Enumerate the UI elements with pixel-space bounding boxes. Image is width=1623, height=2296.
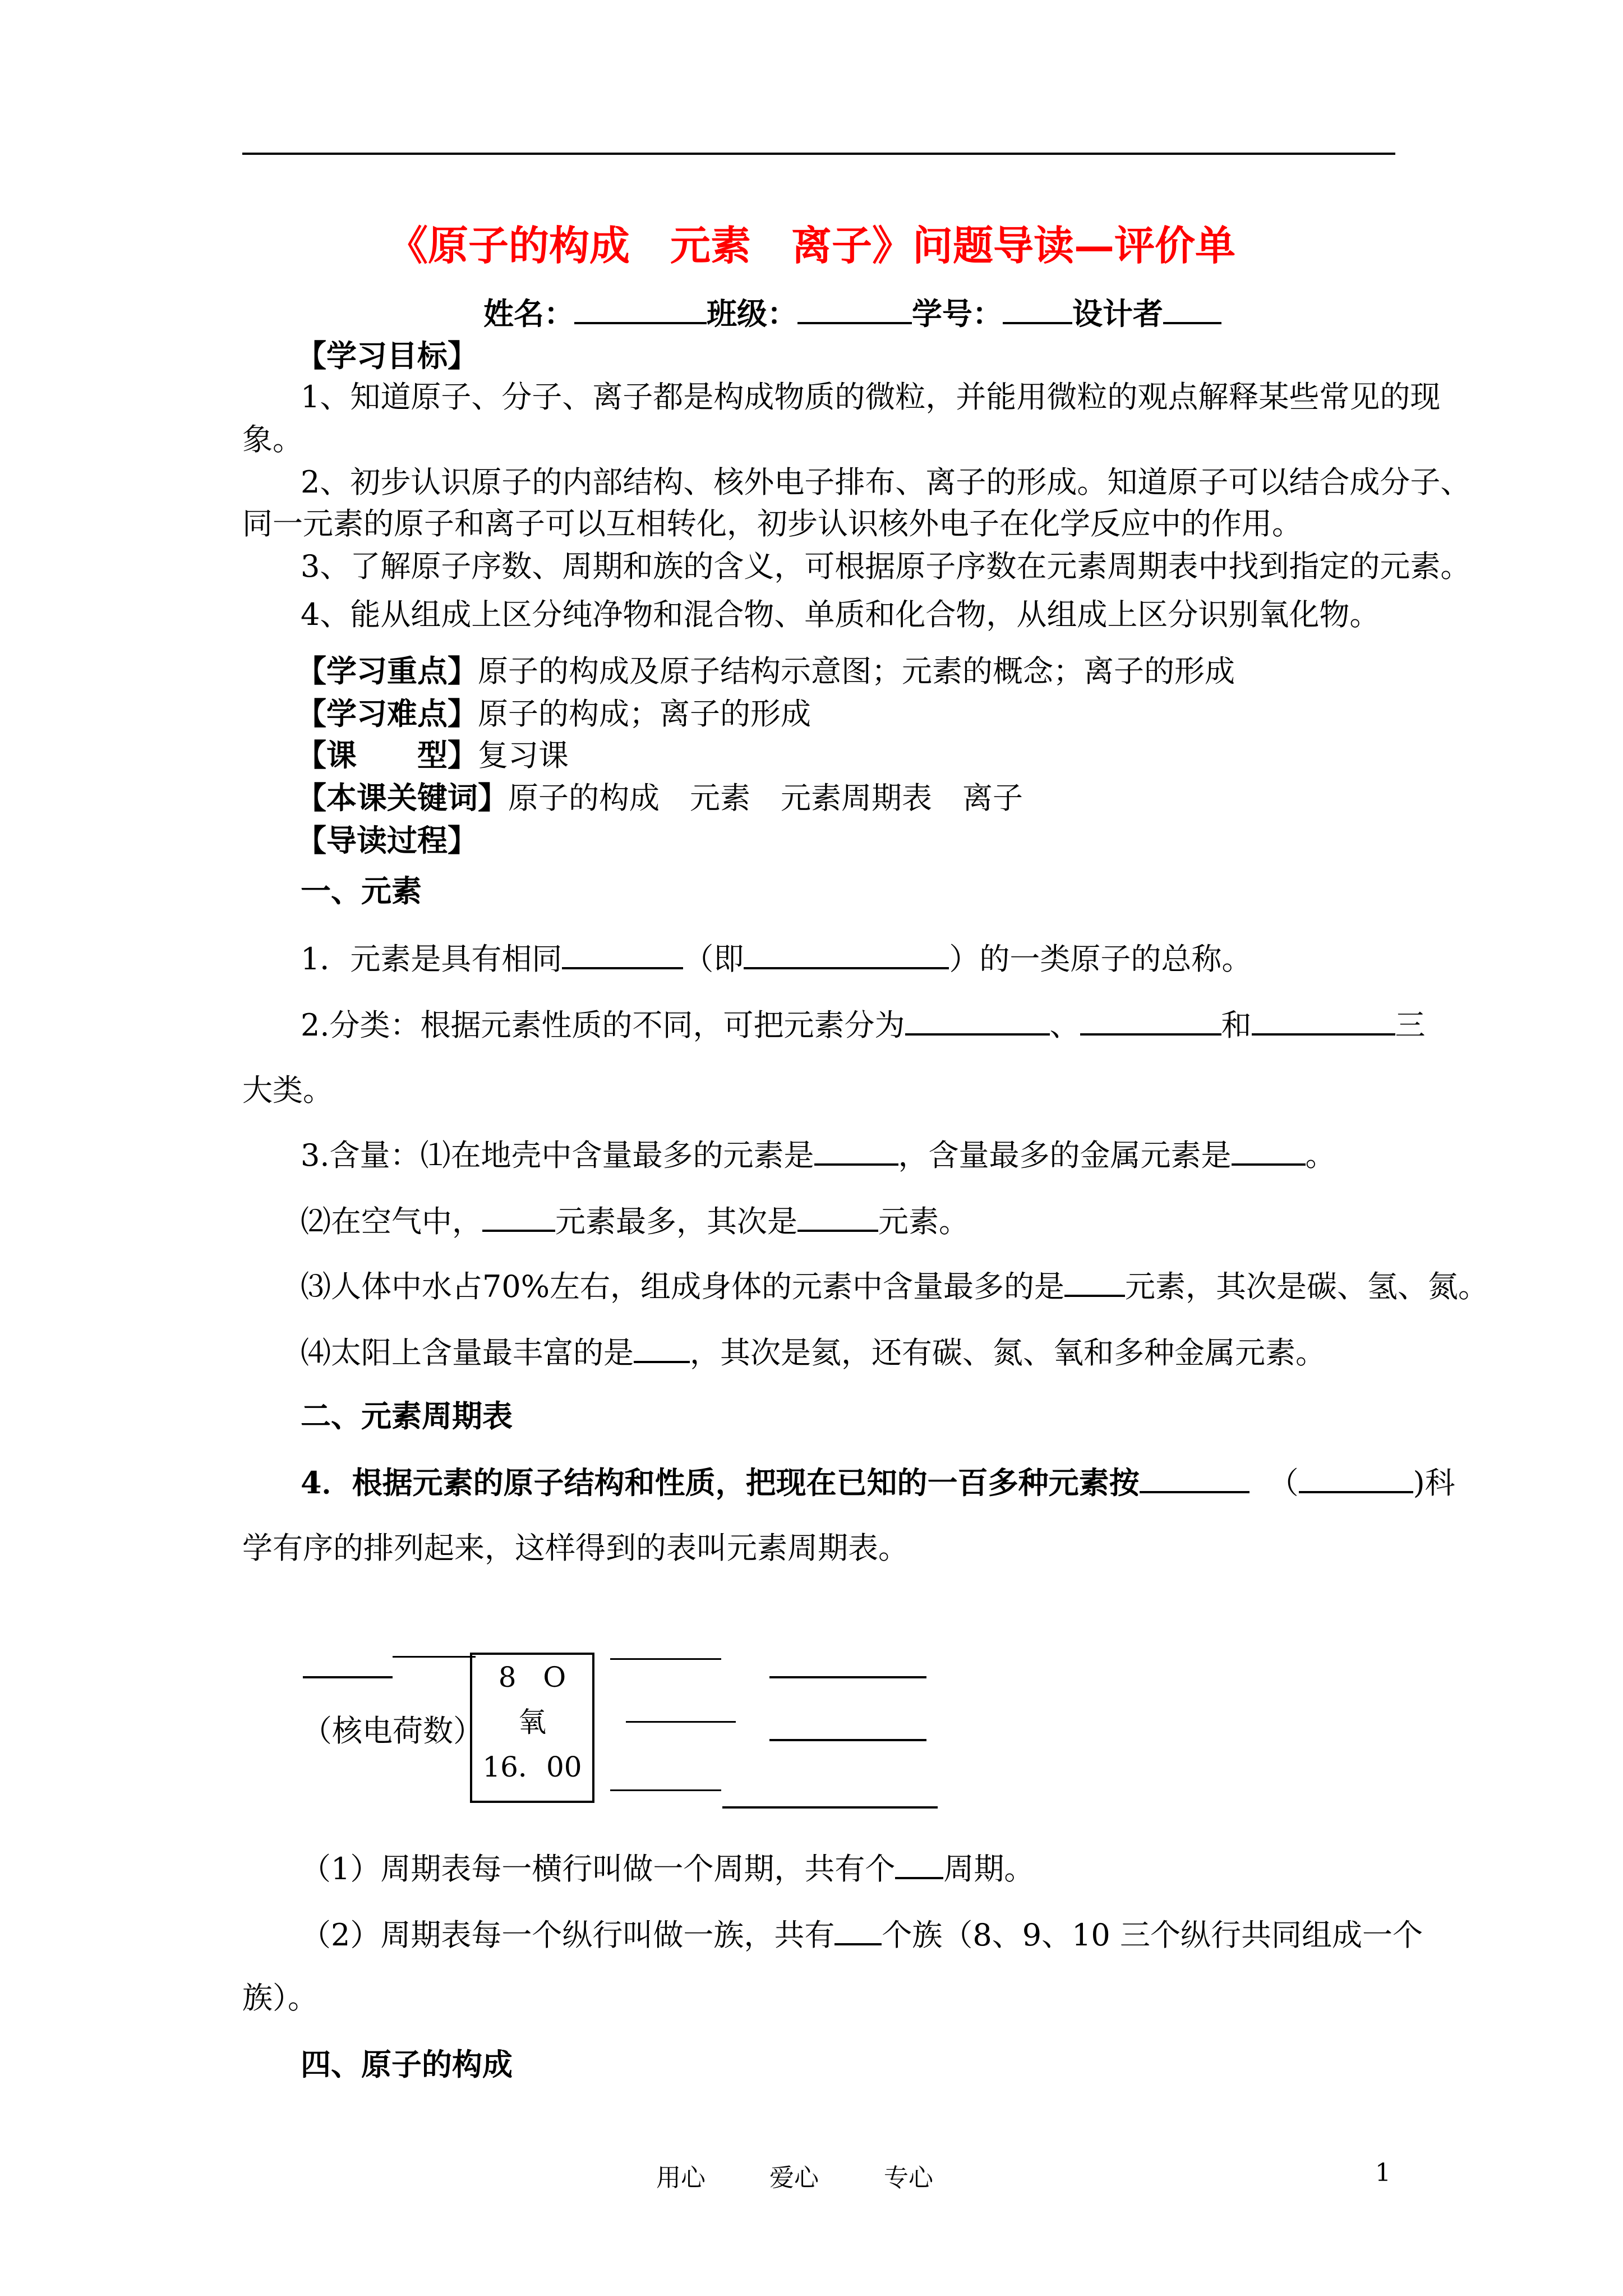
question-3-4-text-b: ，其次是氦，还有碳、氮、氧和多种金属元素。	[690, 1335, 1326, 1370]
question-2-text-a: 2.分类：根据元素性质的不同，可把元素分为	[301, 1007, 905, 1043]
group-text-a: （2）周期表每一个纵行叫做一族，共有	[301, 1917, 835, 1953]
diagram-leader-line-symbol	[610, 1658, 721, 1660]
question-1-text-a: 1．元素是具有相同	[301, 941, 562, 977]
name-blank[interactable]	[574, 291, 707, 324]
question-3-4-text-a: ⑷太阳上含量最丰富的是	[301, 1335, 634, 1370]
period-statement	[301, 1846, 1034, 1892]
question-3-1-text-c: 。	[1305, 1138, 1336, 1173]
objective-1-line1: 1、知道原子、分子、离子都是构成物质的微粒，并能用微粒的观点解释某些常见的现	[301, 379, 1441, 415]
keywords-row	[296, 775, 1023, 821]
keywords-label: 【本课关键词】	[296, 780, 508, 816]
student-id-label: 学号：	[912, 296, 1003, 332]
diagram-answer-line-left	[303, 1676, 393, 1678]
element-cell-oxygen	[470, 1653, 594, 1803]
question-3-2-blank-1[interactable]	[482, 1198, 555, 1232]
element-cell-name: 氧	[518, 1706, 546, 1738]
lesson-type-row	[296, 733, 569, 778]
key-points-row	[296, 648, 1235, 694]
period-text-b: 周期。	[943, 1851, 1035, 1887]
group-count-blank[interactable]	[834, 1912, 882, 1945]
difficulty-label: 【学习难点】	[296, 696, 478, 731]
page-number: 1	[1375, 2159, 1391, 2187]
page-title: 《原子的构成 元素 离子》问题导读—评价单	[387, 222, 1235, 269]
question-2-text-b: 、	[1049, 1007, 1080, 1043]
student-id-blank[interactable]	[1003, 291, 1072, 324]
question-3-2	[301, 1198, 969, 1244]
question-3-3-text-a: ⑶人体中水占70%左右，组成身体的元素中含量最多的是	[301, 1269, 1065, 1304]
group-text-b: 个族（8、9、10 三个纵行共同组成一个	[882, 1917, 1423, 1953]
question-2-line2: 大类。	[242, 1073, 333, 1108]
section-2-heading: 二、元素周期表	[301, 1398, 513, 1434]
objective-2-line2: 同一元素的原子和离子可以互相转化，初步认识核外电子在化学反应中的作用。	[242, 506, 1302, 541]
question-3-1-text-a: 3.含量：⑴在地壳中含量最多的元素是	[301, 1138, 814, 1173]
key-points-text: 原子的构成及原子结构示意图；元素的概念；离子的形成	[478, 654, 1235, 689]
question-1-blank-2[interactable]	[744, 936, 949, 969]
question-4	[301, 1460, 1455, 1506]
question-2-blank-2[interactable]	[1080, 1002, 1221, 1036]
question-4-text-a: 4．根据元素的原子结构和性质，把现在已知的一百多种元素按	[301, 1465, 1140, 1501]
question-3-2-text-c: 元素。	[878, 1204, 969, 1239]
question-3-2-text-b: 元素最多，其次是	[555, 1204, 797, 1239]
objective-4: 4、能从组成上区分纯净物和混合物、单质和化合物，从组成上区分识别氧化物。	[301, 597, 1380, 632]
question-4-blank-2[interactable]	[1299, 1460, 1413, 1493]
question-2-blank-1[interactable]	[905, 1002, 1050, 1036]
question-2-text-d: 三	[1395, 1007, 1426, 1043]
diagram-leader-line-left	[393, 1656, 476, 1658]
question-3-3	[301, 1263, 1488, 1309]
name-label: 姓名：	[483, 296, 574, 332]
difficulty-row	[296, 691, 811, 737]
lesson-type-label: 【课 型】	[296, 737, 478, 773]
question-3-1-text-b: ，含量最多的金属元素是	[898, 1138, 1232, 1173]
element-cell-symbol: O	[543, 1661, 566, 1694]
diagram-answer-line-name[interactable]	[769, 1739, 926, 1741]
question-3-1	[301, 1132, 1336, 1178]
question-3-3-text-b: 元素，其次是碳、氢、氮。	[1125, 1269, 1489, 1304]
question-2-blank-3[interactable]	[1252, 1002, 1395, 1036]
header-rule	[242, 153, 1395, 155]
difficulty-text: 原子的构成；离子的形成	[478, 696, 811, 731]
element-cell-mass: 16．00	[482, 1751, 582, 1783]
group-statement	[301, 1912, 1423, 1958]
question-2	[301, 1002, 1426, 1048]
footer-slogan-1: 用心	[656, 2164, 706, 2192]
question-1	[301, 936, 1252, 982]
diagram-answer-line-mass[interactable]	[722, 1806, 938, 1809]
footer-slogan-3: 专心	[884, 2164, 933, 2192]
question-1-text-b: （即	[683, 941, 744, 977]
question-3-2-text-a: ⑵在空气中，	[301, 1204, 482, 1239]
diagram-label-nuclear-charge: （核电荷数）	[302, 1713, 483, 1749]
diagram-answer-line-symbol[interactable]	[769, 1676, 926, 1678]
objective-3: 3、了解原子序数、周期和族的含义，可根据原子序数在元素周期表中找到指定的元素。	[301, 549, 1471, 584]
objective-1-line2: 象。	[242, 422, 303, 457]
diagram-leader-line-name	[626, 1721, 736, 1723]
class-label: 班级：	[707, 296, 797, 332]
question-3-1-blank-2[interactable]	[1232, 1132, 1306, 1166]
question-2-text-c: 和	[1221, 1007, 1252, 1043]
class-blank[interactable]	[797, 291, 912, 324]
question-4-text-b: （	[1268, 1465, 1299, 1501]
question-3-3-blank[interactable]	[1064, 1263, 1125, 1297]
group-statement-line2: 族）。	[242, 1980, 318, 2016]
question-4-blank-1[interactable]	[1140, 1460, 1249, 1493]
question-3-2-blank-2[interactable]	[797, 1198, 878, 1232]
designer-label: 设计者	[1072, 296, 1163, 332]
period-text-a: （1）周期表每一横行叫做一个周期，共有个	[301, 1851, 896, 1887]
designer-blank[interactable]	[1163, 291, 1221, 324]
key-points-label: 【学习重点】	[296, 653, 478, 689]
question-3-4	[301, 1329, 1326, 1375]
objectives-heading: 【学习目标】	[296, 338, 478, 374]
process-heading: 【导读过程】	[296, 822, 478, 858]
question-3-1-blank-1[interactable]	[814, 1132, 898, 1166]
question-3-4-blank[interactable]	[634, 1329, 690, 1363]
element-cell-number: 8	[498, 1661, 517, 1694]
objective-2-line1: 2、初步认识原子的内部结构、核外电子排布、离子的形成。知道原子可以结合成分子、	[301, 464, 1471, 500]
question-4-line2: 学有序的排列起来，这样得到的表叫元素周期表。	[242, 1530, 909, 1566]
question-1-text-c: ）的一类原子的总称。	[949, 941, 1252, 977]
student-info-line	[483, 291, 1221, 336]
question-1-blank-1[interactable]	[562, 936, 683, 969]
question-4-text-c: )科	[1413, 1465, 1455, 1501]
diagram-leader-line-mass	[610, 1789, 721, 1791]
keywords-text: 原子的构成 元素 元素周期表 离子	[508, 780, 1023, 816]
element-cell-top	[472, 1655, 592, 1700]
lesson-type-text: 复习课	[478, 738, 569, 773]
section-4-heading: 四、原子的构成	[301, 2046, 513, 2082]
section-1-heading: 一、元素	[301, 873, 422, 909]
footer-slogan-2: 爱心	[769, 2164, 819, 2192]
period-count-blank[interactable]	[895, 1846, 943, 1879]
